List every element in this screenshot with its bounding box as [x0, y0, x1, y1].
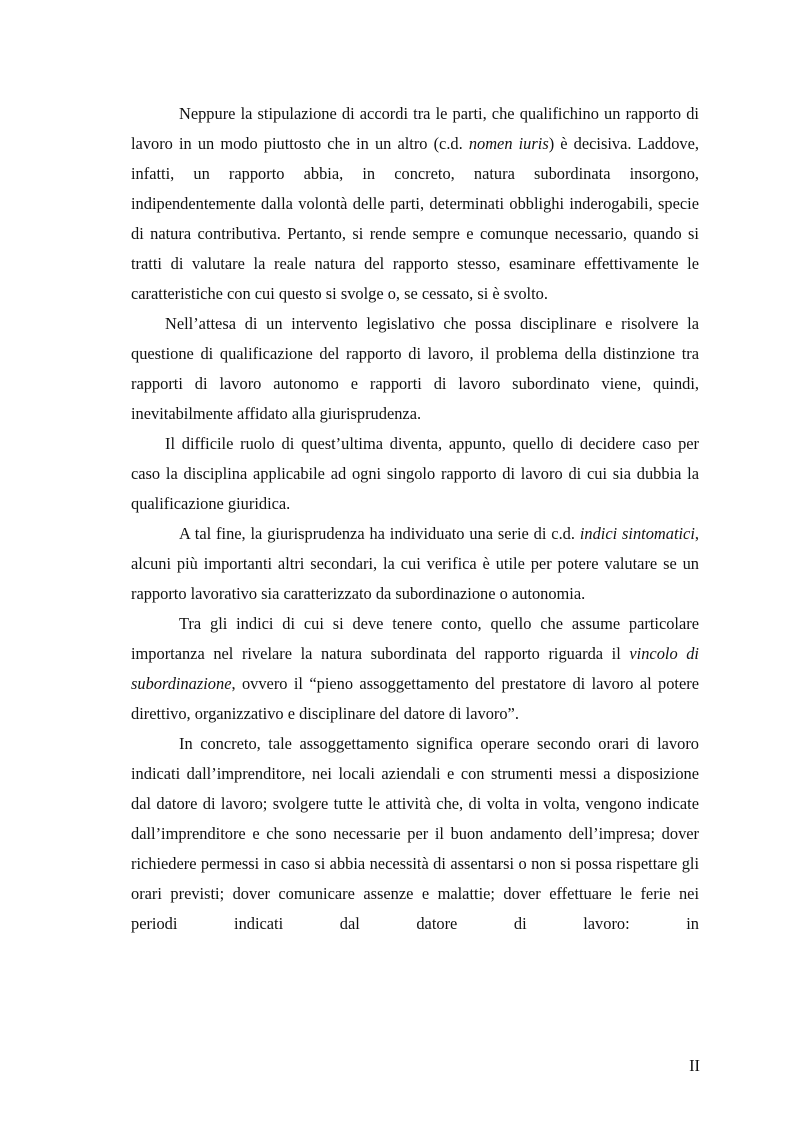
- italic-term: vincolo di subordinazione: [131, 644, 699, 693]
- text-run: Neppure la stipulazione di accordi tra le parti, che qualifichino un rapporto di lavoro in un modo piuttosto che in un altro (c.d.: [131, 104, 699, 153]
- italic-term: indici sintomatici: [579, 524, 695, 543]
- paragraph: [131, 609, 699, 729]
- text-run: , ovvero il “pieno assoggettamento del prestatore di lavoro al potere direttivo, organizzativo e disciplinare del datore di lavoro”.: [131, 674, 699, 723]
- text-run: Tra gli indici di cui si deve tenere conto, quello che assume particolare importanza nel rivelare la natura subordinata del rapporto riguarda il: [131, 614, 699, 663]
- text-run: A tal fine, la giurisprudenza ha individuato una serie di c.d.: [179, 524, 580, 543]
- text-run: In concreto, tale assoggettamento significa operare secondo orari di lavoro indicati dall’imprenditore, nei locali aziendali e con strumenti messi a disposizione dal datore di lavoro; svolgere tutte le attività che, di volta in volta, vengono indicate dall’imprenditore e che sono necessarie per il buon andamento dell’impresa; dover richiedere permessi in caso si abbia necessità di assentarsi o non si possa rispettare gli orari previsti; dover comunicare assenze e malattie; dover effettuare le ferie nei periodi indicati dal datore di lavoro: in: [131, 734, 699, 933]
- paragraph: [131, 99, 699, 309]
- text-run: Nell’attesa di un intervento legislativo che possa disciplinare e risolvere la questione di qualificazione del rapporto di lavoro, il problema della distinzione tra rapporti di lavoro autonomo e rapporti di lavoro subordinato viene, quindi, inevitabilmente affidato alla giurisprudenza.: [131, 314, 699, 423]
- page-number: II: [689, 1056, 700, 1075]
- text-run: Il difficile ruolo di quest’ultima diventa, appunto, quello di decidere caso per caso la disciplina applicabile ad ogni singolo rapporto di lavoro di cui sia dubbia la qualificazione giuridica.: [131, 434, 699, 513]
- text-run: , alcuni più importanti altri secondari, la cui verifica è utile per potere valutare se un rapporto lavorativo sia caratterizzato da subordinazione o autonomia.: [131, 524, 699, 603]
- paragraph: [131, 729, 699, 939]
- body-text: [131, 99, 699, 939]
- text-run: ) è decisiva. Laddove, infatti, un rapporto abbia, in concreto, natura subordinata insorgono, indipendentemente dalla volontà delle parti, determinati obblighi inderogabili, specie di natura contributiva. Pertanto, si rende sempre e comunque necessario, quando si tratti di valutare la reale natura del rapporto stesso, esaminare effettivamente le caratteristiche con cui questo si svolge o, se cessato, si è svolto.: [131, 134, 699, 303]
- italic-term: nomen iuris: [468, 134, 549, 153]
- paragraph: [131, 429, 699, 519]
- paragraph: [131, 519, 699, 609]
- paragraph: [131, 309, 699, 429]
